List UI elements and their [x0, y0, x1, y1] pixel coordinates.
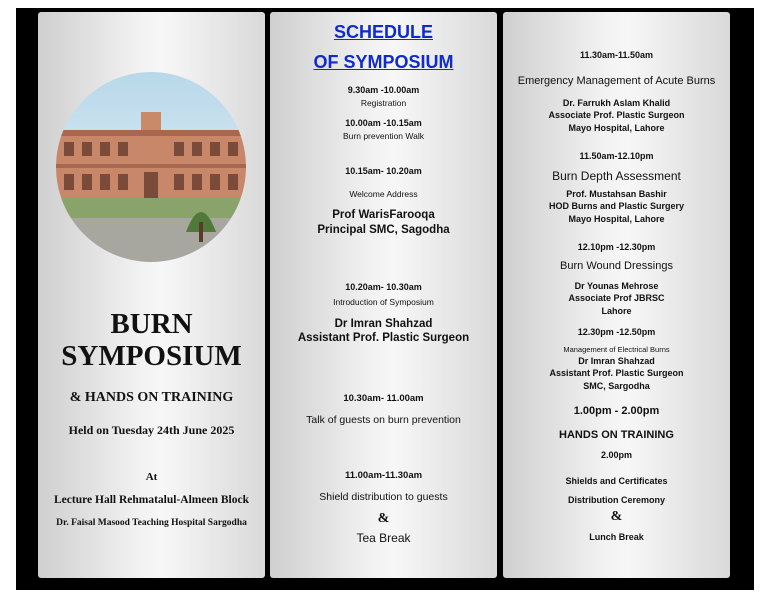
- hands-on-label: HANDS ON TRAINING: [559, 429, 674, 441]
- hospital-name: Dr. Faisal Masood Teaching Hospital Sargodha: [56, 518, 247, 528]
- venue: Lecture Hall Rehmatalul-Almeen Block: [54, 494, 249, 506]
- speaker-affiliation: SMC, Sargodha: [583, 381, 650, 391]
- ampersand: &: [377, 511, 390, 526]
- slot-time: 10.00am -10.15am: [345, 118, 422, 128]
- closing-time: 2.00pm: [600, 450, 633, 460]
- speaker-role: Principal SMC, Sagodha: [317, 224, 450, 236]
- ampersand: &: [610, 509, 623, 524]
- closing-item: Distribution Ceremony: [567, 495, 665, 505]
- speaker-name: Prof WarisFarooqa: [332, 209, 435, 221]
- schedule-heading-sub: OF SYMPOSIUM: [313, 52, 454, 72]
- schedule-panel: [270, 12, 497, 578]
- speaker-role: Assistant Prof. Plastic Surgeon: [297, 332, 470, 344]
- hospital-building-image: [56, 72, 246, 262]
- slot-time: 10.20am- 10.30am: [345, 282, 422, 292]
- lunch-break: Lunch Break: [589, 532, 644, 542]
- slot-time: 12.30pm -12.50pm: [577, 327, 656, 337]
- speaker-role: Assistant Prof. Plastic Surgeon: [549, 368, 684, 378]
- slot-time: 10.30am- 11.00am: [343, 393, 424, 404]
- speaker-name: Dr Imran Shahzad: [334, 318, 433, 330]
- closing-item: Shields and Certificates: [565, 476, 668, 486]
- slot-time: 12.10pm -12.30pm: [577, 242, 656, 252]
- speaker-affiliation: Lahore: [601, 306, 632, 316]
- speaker-name: Dr Imran Shahzad: [578, 356, 655, 366]
- speaker-role: HOD Burns and Plastic Surgery: [548, 201, 685, 211]
- speaker-role: Associate Prof JBRSC: [568, 293, 665, 303]
- speaker-name: Dr Younas Mehrose: [574, 281, 659, 291]
- slot-time: 9.30am -10.00am: [347, 85, 420, 95]
- cover-panel: [38, 12, 265, 578]
- speaker-name: Dr. Farrukh Aslam Khalid: [562, 98, 671, 108]
- slot-title: Burn Wound Dressings: [560, 260, 673, 272]
- schedule-continued-panel: [503, 12, 730, 578]
- subtitle: & HANDS ON TRAINING: [69, 390, 234, 405]
- slot-title: Management of Electrical Burns: [563, 345, 670, 354]
- slot-title: Emergency Management of Acute Burns: [517, 75, 716, 87]
- slot-title: Talk of guests on burn prevention: [306, 414, 461, 426]
- slot-title: Introduction of Symposium: [333, 297, 434, 307]
- slot-time: 11.00am-11.30am: [344, 470, 423, 481]
- slot-title: Burn Depth Assessment: [552, 169, 681, 183]
- event-date: Held on Tuesday 24th June 2025: [68, 423, 235, 437]
- slot-title: Shield distribution to guests: [319, 491, 448, 503]
- slot-title: Burn prevention Walk: [343, 131, 424, 141]
- slot-time: 11.30am-11.50am: [579, 50, 654, 60]
- speaker-role: Associate Prof. Plastic Surgeon: [548, 110, 685, 120]
- schedule-heading: SCHEDULE: [333, 22, 433, 42]
- title-line2: SYMPOSIUM: [61, 340, 242, 372]
- slot-time: 11.50am-12.10pm: [579, 151, 654, 161]
- tea-break: Tea Break: [356, 531, 411, 545]
- hospital-building-photo: [56, 72, 246, 262]
- slot-time: 10.15am- 10.20am: [345, 166, 422, 176]
- speaker-affiliation: Mayo Hospital, Lahore: [568, 123, 665, 133]
- speaker-name: Prof. Mustahsan Bashir: [566, 189, 667, 199]
- at-label: At: [145, 471, 158, 483]
- speaker-affiliation: Mayo Hospital, Lahore: [568, 214, 665, 224]
- hands-on-time: 1.00pm - 2.00pm: [573, 405, 660, 417]
- slot-title: Welcome Address: [349, 189, 418, 199]
- title-line1: BURN: [110, 308, 193, 340]
- slot-title: Registration: [360, 98, 407, 108]
